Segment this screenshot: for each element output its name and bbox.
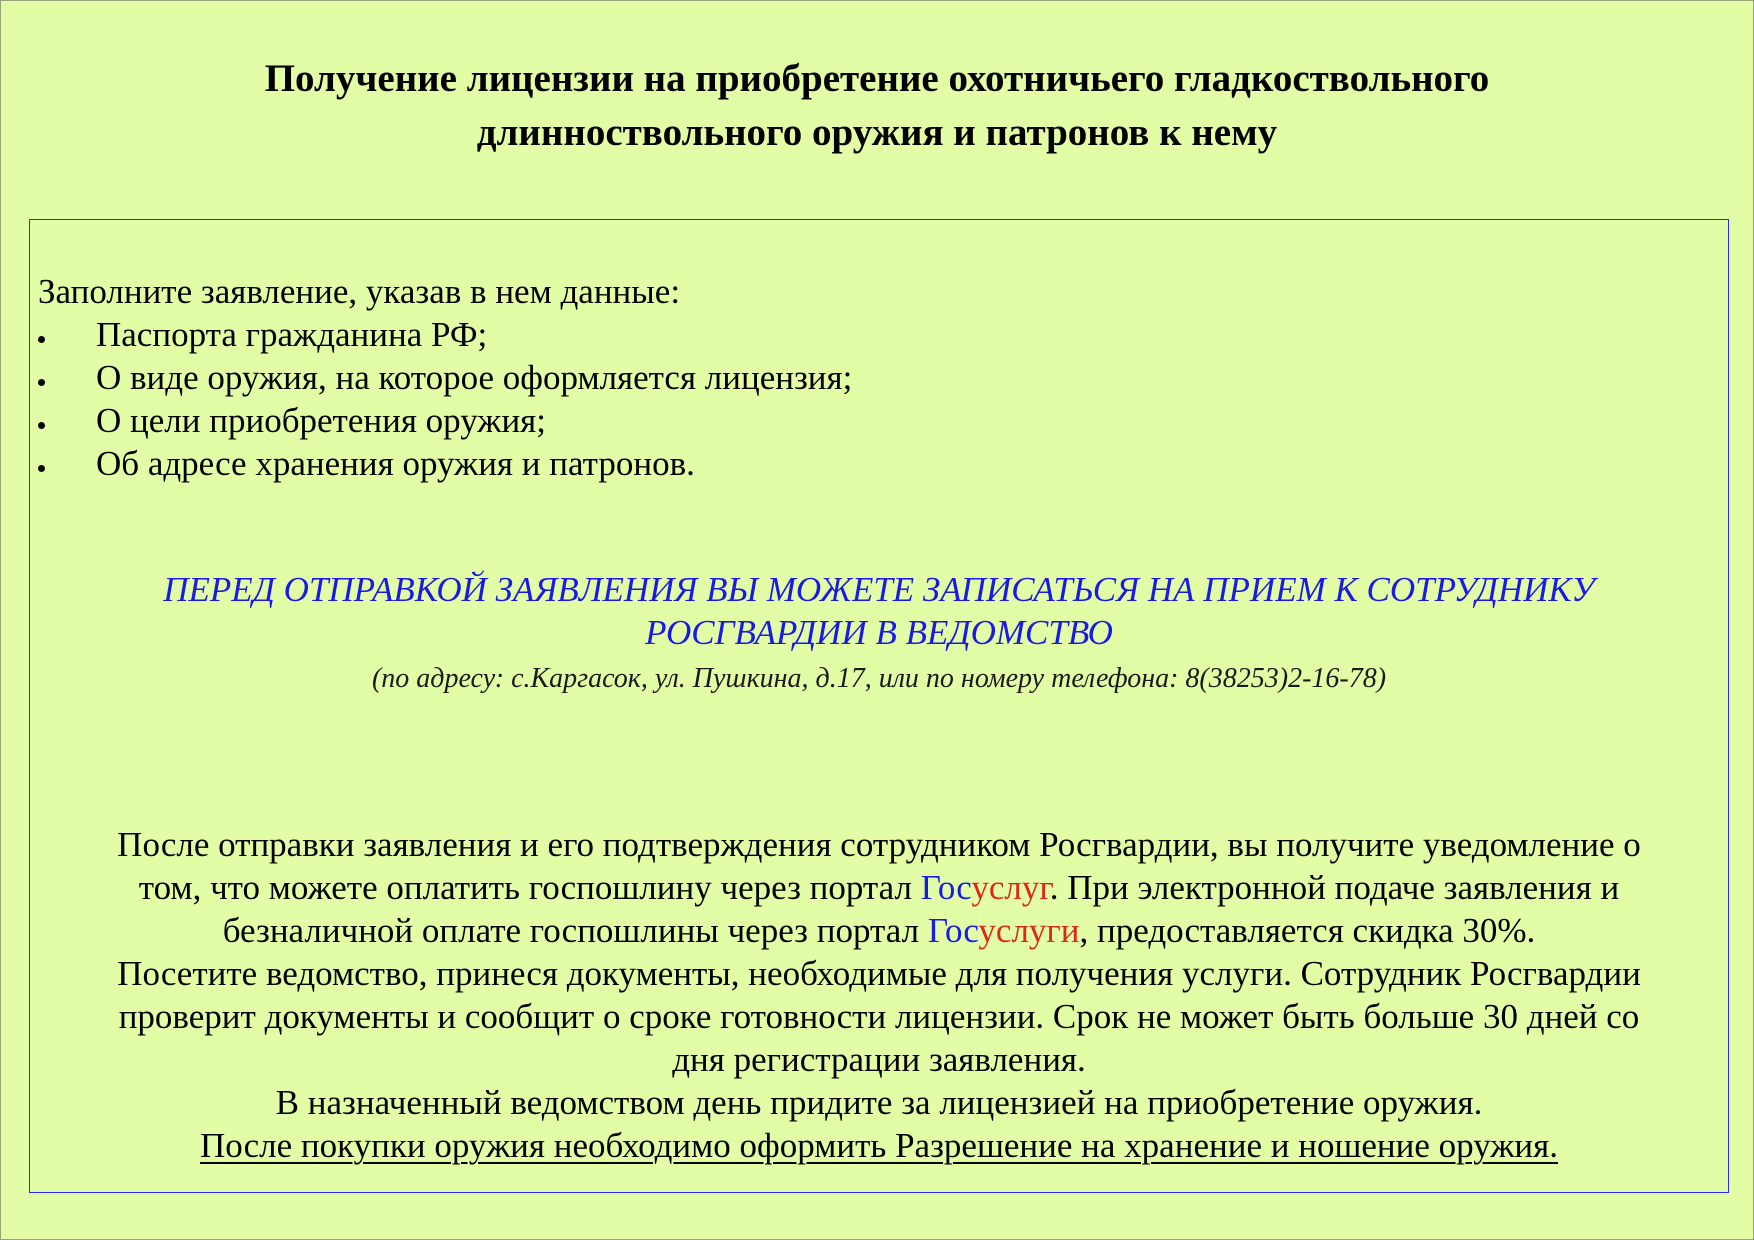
- list-item-text: Паспорта гражданина РФ;: [96, 315, 488, 354]
- bullet-icon: [38, 336, 45, 343]
- list-item-text: Об адресе хранения оружия и патронов.: [96, 444, 695, 483]
- list-item: [38, 356, 852, 399]
- notice-line-1: ПЕРЕД ОТПРАВКОЙ ЗАЯВЛЕНИЯ ВЫ МОЖЕТЕ ЗАПИСАТЬСЯ НА ПРИЕМ К СОТРУДНИКУ: [163, 570, 1595, 609]
- body-text-fragment: . При электронной подаче заявления и: [1049, 868, 1620, 907]
- body-line-underlined: [40, 1124, 1718, 1167]
- bullet-icon: [38, 465, 45, 472]
- intro-text: Заполните заявление, указав в нем данные:: [38, 272, 681, 311]
- list-item: [38, 313, 852, 356]
- uslug-part: услуг: [971, 868, 1050, 907]
- requirements-list: [38, 313, 852, 485]
- info-box: [29, 219, 1729, 1193]
- body-line: [40, 909, 1718, 952]
- gos-part: Гос: [920, 868, 972, 907]
- body-text-fragment: безналичной оплате госпошлины через портал: [222, 911, 928, 950]
- list-item-text: О цели приобретения оружия;: [96, 401, 546, 440]
- body-text-fragment: том, что можете оплатить госпошлину через портал: [138, 868, 921, 907]
- bullet-icon: [38, 422, 45, 429]
- gos-part: Гос: [927, 911, 979, 950]
- title-line-2: длинноствольного оружия и патронов к нему: [476, 111, 1278, 154]
- bullet-icon: [38, 379, 45, 386]
- title-line-1: Получение лицензии на приобретение охотничьего гладкоствольного: [264, 57, 1490, 100]
- gosuslugi-link[interactable]: [928, 911, 1080, 950]
- page-title: [60, 52, 1694, 160]
- list-item: [38, 442, 852, 485]
- gosuslugi-link[interactable]: [921, 868, 1050, 907]
- body-line: [40, 866, 1718, 909]
- appointment-notice: [30, 568, 1728, 654]
- list-item-text: О виде оружия, на которое оформляется лицензия;: [96, 358, 853, 397]
- body-text-fragment: , предоставляется скидка 30%.: [1079, 911, 1536, 950]
- procedure-text: [40, 823, 1718, 1167]
- body-line: В назначенный ведомством день придите за лицензией на приобретение оружия.: [275, 1083, 1483, 1122]
- contact-info: (по адресу: с.Каргасок, ул. Пушкина, д.17, или по номеру телефона: 8(38253)2-16-78): [371, 663, 1387, 694]
- body-line: Посетите ведомство, принеся документы, необходимые для получения услуги. Сотрудник Росгвардии: [117, 954, 1641, 993]
- body-line: проверит документы и сообщит о сроке готовности лицензии. Срок не может быть больше 30 дней со: [118, 997, 1640, 1036]
- body-line: дня регистрации заявления.: [672, 1040, 1086, 1079]
- permit-note: После покупки оружия необходимо оформить Разрешение на хранение и ношение оружия.: [199, 1126, 1559, 1165]
- uslugi-part: услуги: [978, 911, 1080, 950]
- notice-line-2: РОСГВАРДИИ В ВЕДОМСТВО: [645, 613, 1113, 652]
- body-line: После отправки заявления и его подтверждения сотрудником Росгвардии, вы получите уведомление о: [117, 825, 1641, 864]
- list-item: [38, 399, 852, 442]
